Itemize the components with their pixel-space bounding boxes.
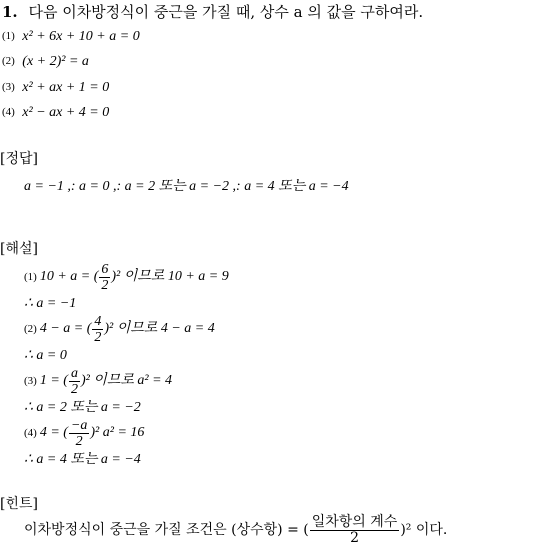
item-expression: x² + ax + 1 = 0: [22, 80, 110, 95]
solution-header: [해설]: [0, 241, 38, 257]
fraction-numerator: a: [70, 365, 78, 381]
hint-header: [힌트]: [0, 496, 38, 512]
fraction-denominator: 2: [94, 329, 102, 345]
fraction-numerator: 4: [94, 313, 102, 329]
answer-text: [24, 178, 349, 195]
solution-step: [24, 258, 229, 296]
step-label: (4): [24, 427, 37, 439]
item-label: (3): [2, 81, 15, 93]
solution-step: [24, 414, 144, 452]
step-fraction: [69, 366, 80, 397]
item-expression: (x + 2)² = a: [22, 54, 89, 69]
question-item: [2, 28, 140, 45]
fraction-numerator: 일차항의 계수: [311, 513, 398, 530]
step-label: (2): [24, 323, 37, 335]
step-left: 4 = (: [39, 425, 68, 440]
step-text: ∴ a = 2 또는 a = −2: [24, 400, 141, 415]
step-text: ∴ a = 4 또는 a = −4: [24, 452, 141, 467]
item-expression: x² + 6x + 10 + a = 0: [22, 29, 140, 44]
item-expression: x² − ax + 4 = 0: [22, 105, 110, 120]
item-label: (2): [2, 55, 15, 67]
solution-step: [24, 362, 172, 400]
hint-text: [24, 510, 447, 550]
step-fraction: [92, 314, 103, 345]
step-right: )² 이므로 4 − a = 4: [104, 321, 215, 336]
fraction-denominator: 2: [75, 433, 83, 449]
step-left: 1 = (: [39, 373, 68, 388]
question-prompt: 다음 이차방정식이 중근을 가질 때, 상수 a 의 값을 구하여라.: [28, 3, 424, 21]
step-text: ∴ a = 0: [24, 348, 67, 363]
fraction-denominator: 2: [101, 277, 109, 293]
step-right: )² 이므로 a² = 4: [80, 373, 173, 388]
hint-left: 이차방정식이 중근을 가질 조건은 (상수항) = (: [24, 522, 309, 538]
step-left: 10 + a = (: [39, 269, 99, 284]
solution-step: [24, 451, 141, 468]
item-label: (4): [2, 106, 15, 118]
hint-right: )² 이다.: [400, 522, 448, 538]
question-number: 1.: [2, 3, 18, 21]
step-fraction: [99, 262, 110, 293]
step-right: )² 이므로 10 + a = 9: [111, 269, 229, 284]
step-label: (3): [24, 375, 37, 387]
step-left: 4 − a = (: [39, 321, 92, 336]
answer-expression: a = −1 ,: a = 0 ,: a = 2 또는 a = −2 ,: a = 4 또는 a = −4: [24, 179, 349, 194]
step-label: (1): [24, 271, 37, 283]
item-label: (1): [2, 30, 15, 42]
solution-step: [24, 310, 215, 348]
question-item: [2, 53, 89, 70]
fraction-denominator: 2: [70, 381, 78, 397]
fraction-numerator: 6: [101, 261, 109, 277]
step-text: ∴ a = −1: [24, 296, 77, 311]
step-right: )² a² = 16: [90, 425, 145, 440]
answer-header: [정답]: [0, 151, 38, 167]
fraction-numerator: −a: [70, 417, 88, 433]
hint-fraction: [310, 515, 400, 546]
question-line: [2, 4, 423, 20]
question-item: [2, 104, 109, 121]
fraction-denominator: 2: [350, 529, 359, 546]
step-fraction: [69, 418, 89, 449]
question-item: [2, 79, 109, 96]
